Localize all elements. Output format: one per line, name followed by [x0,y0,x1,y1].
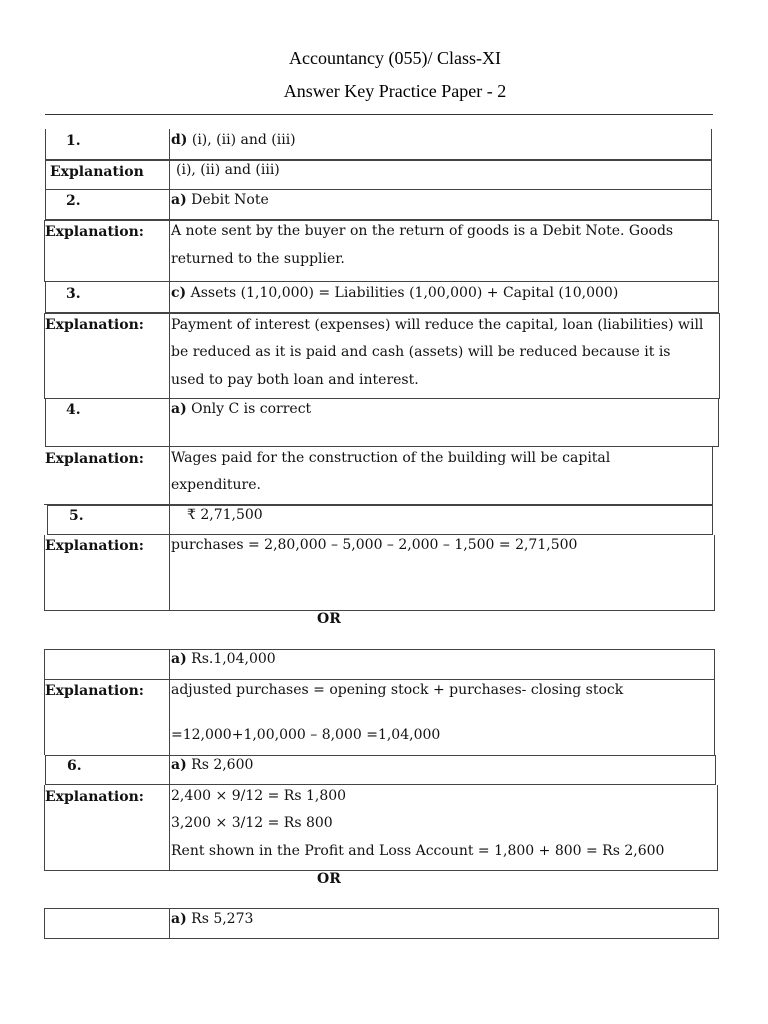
question-number-4: 4. [66,402,81,418]
explanation-text-6b: 3,200 × 3/12 = Rs 800 [171,815,333,831]
column-divider [169,755,170,785]
explanation-label-5-or: Explanation: [45,683,144,699]
explanation-text-3b: be reduced as it is paid and cash (assets) will be reduced because it is [171,344,671,360]
explanation-text-5-or-b: =12,000+1,00,000 – 8,000 =1,04,000 [171,727,441,743]
answer-text-5: ₹ 2,71,500 [187,507,263,523]
explanation-text-1: (i), (ii) and (iii) [176,162,280,178]
explanation-row-1 [45,160,712,190]
explanation-text-2a: A note sent by the buyer on the return of goods is a Debit Note. Goods [171,223,674,239]
explanation-text-4b: expenditure. [171,477,261,493]
or-divider-2: OR [317,871,341,887]
explanation-text-2b: returned to the supplier. [171,251,345,267]
column-divider [169,190,170,220]
document-subtitle: Answer Key Practice Paper - 2 [283,81,507,101]
answer-row-4 [45,399,719,447]
column-divider [169,129,170,160]
explanation-label-6: Explanation: [45,789,144,805]
question-number-6: 6. [67,758,82,774]
explanation-label-4: Explanation: [45,451,144,467]
explanation-text-4a: Wages paid for the construction of the building will be capital [171,450,611,466]
or-divider-1: OR [317,611,341,627]
explanation-label-1: Explanation [50,164,144,180]
question-number-2: 2. [66,193,81,209]
answer-row-1 [45,129,712,160]
answer-text-2: a) Debit Note [171,192,269,208]
column-divider [169,649,170,680]
explanation-text-3a: Payment of interest (expenses) will reduce the capital, loan (liabilities) will [171,317,704,333]
column-divider [169,447,170,505]
answer-row-2 [45,190,712,220]
answer-text-6: a) Rs 2,600 [171,757,254,773]
column-divider [169,535,170,611]
column-divider [169,313,170,399]
column-divider [169,282,170,313]
answer-text-4: a) Only C is correct [171,401,312,417]
question-number-3: 3. [66,286,81,302]
header-rule [45,114,713,115]
explanation-text-3c: used to pay both loan and interest. [171,372,419,388]
document-title: Accountancy (055)/ Class-XI [289,48,501,68]
column-divider [169,908,170,939]
answer-text-3: c) Assets (1,10,000) = Liabilities (1,00,000) + Capital (10,000) [171,285,619,301]
column-divider [169,160,170,190]
column-divider [169,680,170,755]
explanation-text-5a: purchases = 2,80,000 – 5,000 – 2,000 – 1,500 = 2,71,500 [171,537,578,553]
answer-row-6-or [44,908,719,939]
column-divider [169,505,170,535]
answer-text-1: d) (i), (ii) and (iii) [171,132,296,148]
explanation-label-3: Explanation: [45,317,144,333]
answer-text-6-or: a) Rs 5,273 [171,911,254,927]
column-divider [169,399,170,447]
column-divider [169,785,170,871]
question-number-1: 1. [66,133,81,149]
question-number-5: 5. [69,508,84,524]
explanation-label-5: Explanation: [45,538,144,554]
explanation-text-5-or-a: adjusted purchases = opening stock + purchases- closing stock [171,682,624,698]
explanation-text-6c: Rent shown in the Profit and Loss Account = 1,800 + 800 = Rs 2,600 [171,843,665,859]
answer-text-5-or: a) Rs.1,04,000 [171,651,276,667]
answer-row-6 [45,755,716,785]
column-divider [169,220,170,282]
explanation-text-6a: 2,400 × 9/12 = Rs 1,800 [171,788,347,804]
explanation-label-2: Explanation: [45,224,144,240]
